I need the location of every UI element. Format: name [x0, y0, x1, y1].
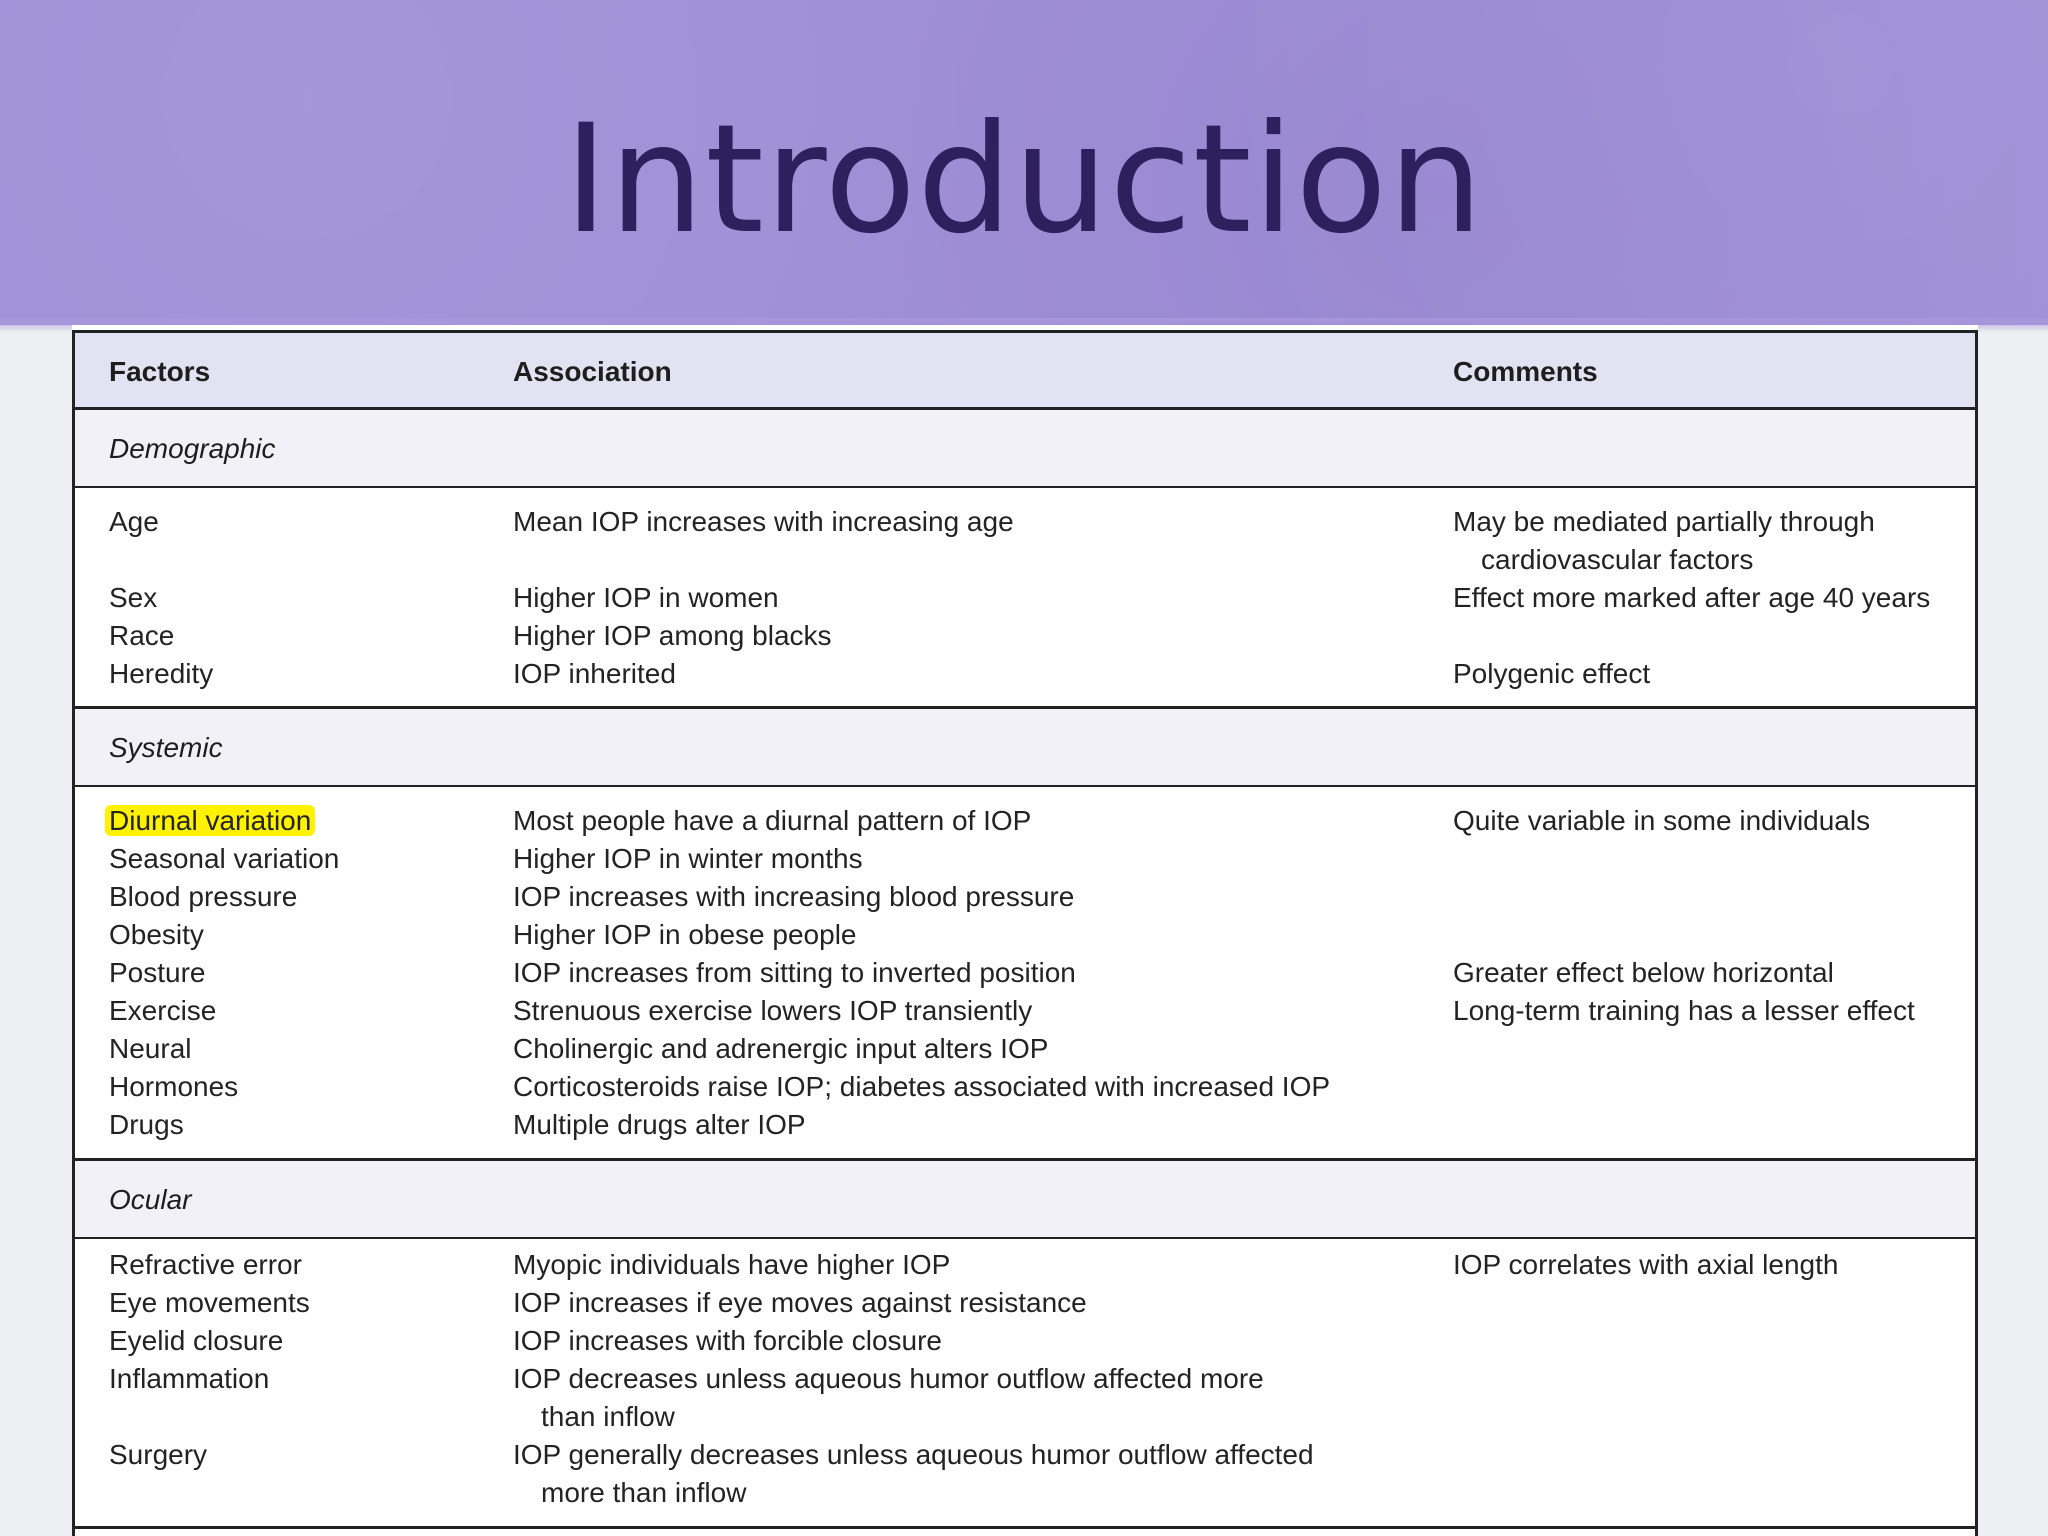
section-label: Ocular [109, 1184, 192, 1215]
comment-cell: Greater effect below horizontal [1453, 957, 1834, 988]
comment-line: May be mediated partially through [1453, 506, 1875, 537]
association-cell: IOP increases with forcible closure [513, 1325, 942, 1356]
comment-line: cardiovascular factors [1481, 544, 1754, 575]
association-line: IOP decreases unless aqueous humor outflow affected more [513, 1363, 1264, 1394]
header-factors: Factors [109, 356, 211, 387]
divider [72, 486, 1978, 488]
association-cell: IOP increases from sitting to inverted position [513, 957, 1076, 988]
association-line: more than inflow [541, 1477, 747, 1508]
factor-cell: Refractive error [109, 1249, 302, 1280]
factor-cell: Posture [109, 957, 206, 988]
factor-cell: Eyelid closure [109, 1325, 284, 1356]
table-header-row [72, 330, 1978, 410]
comment-cell: Polygenic effect [1453, 658, 1651, 689]
factor-cell: Inflammation [109, 1363, 270, 1394]
association-cell: Corticosteroids raise IOP; diabetes associated with increased IOP [513, 1071, 1331, 1102]
association-cell: Most people have a diurnal pattern of IOP [513, 805, 1032, 836]
comment-cell [1453, 503, 1875, 579]
association-cell: Higher IOP among blacks [513, 620, 832, 651]
section-label: Systemic [109, 732, 223, 763]
association-line: than inflow [541, 1401, 675, 1432]
association-cell: IOP inherited [513, 658, 676, 689]
factor-cell: Sex [109, 582, 158, 613]
comment-cell: IOP correlates with axial length [1453, 1249, 1839, 1280]
factor-cell: Drugs [109, 1109, 184, 1140]
factors-table-panel [72, 325, 1978, 1536]
factor-cell [109, 802, 315, 840]
section-label: Demographic [109, 433, 276, 464]
association-cell: Multiple drugs alter IOP [513, 1109, 806, 1140]
comment-cell: Effect more marked after age 40 years [1453, 582, 1931, 613]
association-cell [513, 1360, 1264, 1436]
association-line: IOP generally decreases unless aqueous humor outflow affected [513, 1439, 1314, 1470]
header-association: Association [513, 356, 672, 387]
association-cell: Higher IOP in women [513, 582, 779, 613]
association-cell: Cholinergic and adrenergic input alters IOP [513, 1033, 1049, 1064]
factor-cell: Obesity [109, 919, 204, 950]
association-cell: Strenuous exercise lowers IOP transiently [513, 995, 1033, 1026]
association-cell: Higher IOP in obese people [513, 919, 857, 950]
comment-cell: Quite variable in some individuals [1453, 805, 1871, 836]
section-row-systemic [72, 709, 1978, 787]
factor-cell: Hormones [109, 1071, 239, 1102]
association-cell: IOP increases with increasing blood pressure [513, 881, 1075, 912]
table-right-border [1975, 330, 1978, 1536]
section-row-demographic [72, 410, 1978, 488]
factor-cell: Race [109, 620, 175, 651]
factor-cell: Heredity [109, 658, 214, 689]
header-comments: Comments [1453, 356, 1598, 387]
table-left-border [72, 330, 75, 1536]
comment-cell: Long-term training has a lesser effect [1453, 995, 1915, 1026]
highlighted-factor: Diurnal variation [105, 805, 315, 836]
divider [72, 1526, 1978, 1529]
factor-cell: Surgery [109, 1439, 208, 1470]
divider [72, 785, 1978, 787]
association-cell: Myopic individuals have higher IOP [513, 1249, 951, 1280]
association-cell: Higher IOP in winter months [513, 843, 863, 874]
association-cell: Mean IOP increases with increasing age [513, 506, 1014, 537]
factor-cell: Neural [109, 1033, 192, 1064]
factor-cell: Age [109, 506, 159, 537]
factor-cell: Seasonal variation [109, 843, 340, 874]
association-cell: IOP increases if eye moves against resistance [513, 1287, 1087, 1318]
section-row-ocular [72, 1161, 1978, 1239]
association-cell [513, 1436, 1314, 1512]
factor-cell: Exercise [109, 995, 217, 1026]
slide-title: Introduction [563, 93, 1485, 267]
factor-cell: Eye movements [109, 1287, 310, 1318]
divider [72, 1237, 1978, 1239]
factor-cell: Blood pressure [109, 881, 298, 912]
